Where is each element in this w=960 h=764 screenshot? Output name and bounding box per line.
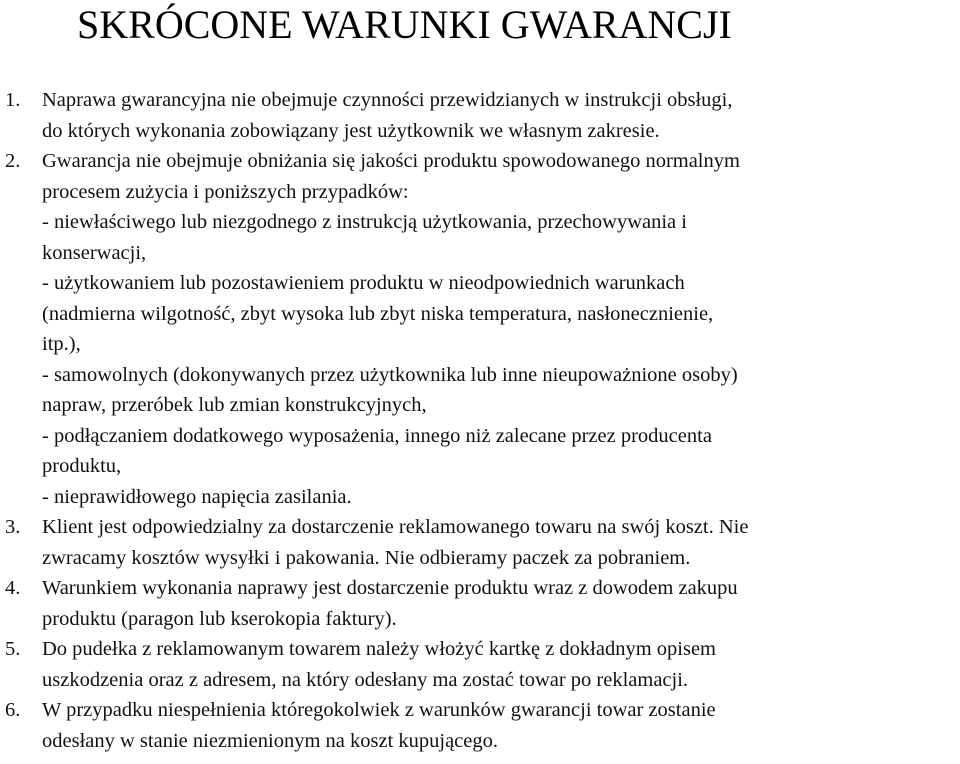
term-text-line: W przypadku niespełnienia któregokolwiek z warunków gwarancji towar zostanie bbox=[42, 699, 716, 721]
term-number: 2. bbox=[5, 150, 21, 172]
term-text-line: - nieprawidłowego napięcia zasilania. bbox=[42, 485, 352, 508]
term-text-line: uszkodzenia oraz z adresem, na który odesłany ma zostać towar po reklamacji. bbox=[42, 668, 689, 691]
term-number: 6. bbox=[5, 699, 21, 721]
term-text-line: Gwarancja nie obejmuje obniżania się jakości produktu spowodowanego normalnym bbox=[42, 150, 740, 172]
warranty-term-item bbox=[0, 85, 960, 146]
term-text-line: napraw, przeróbek lub zmian konstrukcyjnych, bbox=[42, 394, 427, 416]
term-number: 3. bbox=[5, 516, 21, 538]
term-text-line: procesem zużycia i poniższych przypadków: bbox=[42, 180, 409, 203]
term-text-line: - niewłaściwego lub niezgodnego z instrukcją użytkowania, przechowywania i bbox=[42, 211, 687, 233]
warranty-term-item bbox=[0, 695, 960, 756]
term-text-line: - podłączaniem dodatkowego wyposażenia, innego niż zalecane przez producenta bbox=[42, 424, 712, 447]
term-text-line: Do pudełka z reklamowanym towarem należy włożyć kartkę z dokładnym opisem bbox=[42, 638, 716, 660]
term-text-line: Klient jest odpowiedzialny za dostarczenie reklamowanego towaru na swój koszt. Nie bbox=[42, 516, 749, 538]
term-text-line: do których wykonania zobowiązany jest użytkownik we własnym zakresie. bbox=[42, 119, 660, 142]
term-text-line: Naprawa gwarancyjna nie obejmuje czynności przewidzianych w instrukcji obsługi, bbox=[42, 89, 733, 111]
term-text-line: (nadmierna wilgotność, zbyt wysoka lub zbyt niska temperatura, nasłonecznienie, bbox=[42, 302, 714, 325]
term-text-line: zwracamy kosztów wysyłki i pakowania. Nie odbieramy paczek za pobraniem. bbox=[42, 546, 691, 569]
warranty-term-item bbox=[0, 512, 960, 573]
document-title: SKRÓCONE WARUNKI GWARANCJI bbox=[77, 2, 732, 47]
warranty-terms-list bbox=[0, 85, 960, 756]
term-text-line: Warunkiem wykonania naprawy jest dostarczenie produktu wraz z dowodem zakupu bbox=[42, 577, 738, 599]
term-number: 4. bbox=[5, 577, 21, 599]
term-text-line: itp.), bbox=[42, 333, 81, 355]
warranty-term-item bbox=[0, 146, 960, 512]
term-text-line: - użytkowaniem lub pozostawieniem produktu w nieodpowiednich warunkach bbox=[42, 272, 685, 294]
term-text-line: - samowolnych (dokonywanych przez użytkownika lub inne nieupoważnione osoby) bbox=[42, 363, 738, 386]
warranty-term-item bbox=[0, 634, 960, 695]
term-text-line: konserwacji, bbox=[42, 241, 147, 264]
term-text-line: produktu (paragon lub kserokopia faktury). bbox=[42, 607, 397, 630]
term-text-line: odesłany w stanie niezmienionym na koszt kupującego. bbox=[42, 729, 499, 752]
warranty-term-item bbox=[0, 573, 960, 634]
term-text-line: produktu, bbox=[42, 455, 122, 477]
term-number: 5. bbox=[5, 638, 21, 660]
term-number: 1. bbox=[5, 89, 21, 111]
